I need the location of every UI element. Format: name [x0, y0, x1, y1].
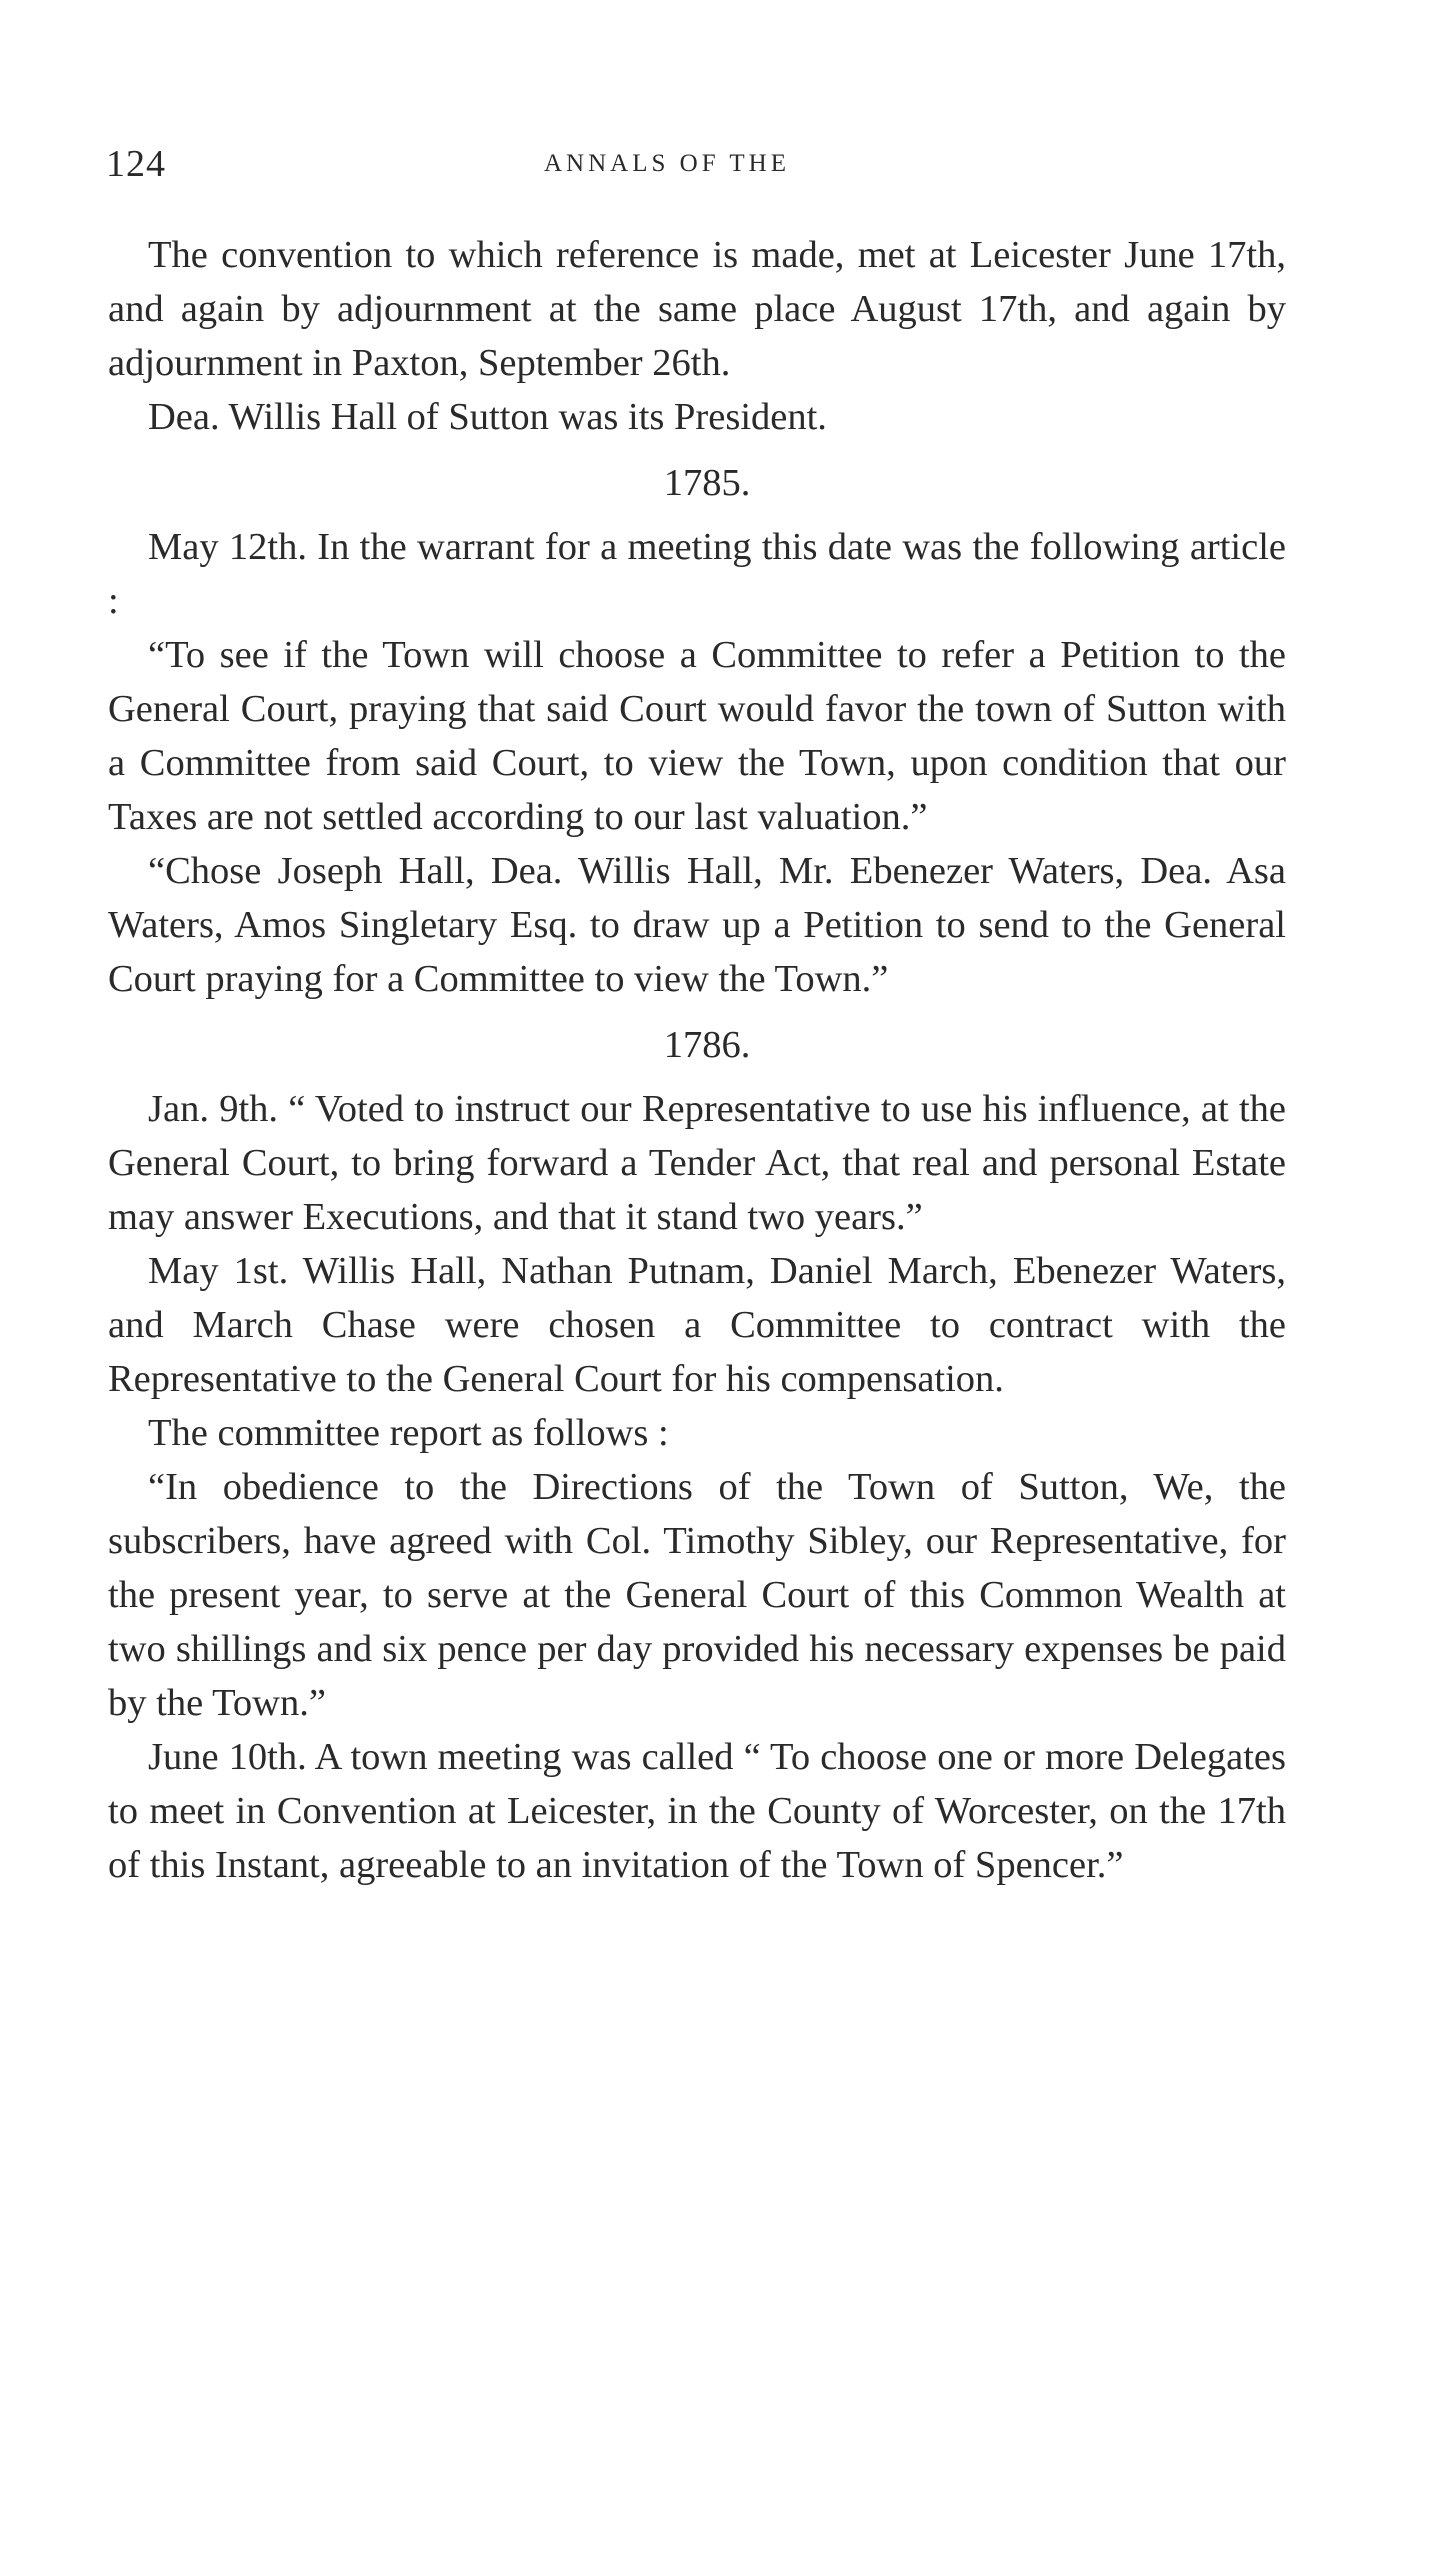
paragraph-convention: The convention to which reference is made, met at Leicester June 17th, and again by adjournment at the same place August 17th, and again by adjournment in Paxton, September 26th.	[108, 234, 1286, 384]
paragraph-president: Dea. Willis Hall of Sutton was its President.	[148, 396, 827, 438]
paragraph-jan-9th: Jan. 9th. “ Voted to instruct our Representative to use his influence, at the General Court, to bring forward a Tender Act, that real and personal Estate may answer Executions, and that it stand two years.”	[108, 1088, 1286, 1238]
paragraph-june-10th: June 10th. A town meeting was called “ To choose one or more Delegates to meet in Convention at Leicester, in the County of Worcester, on the 17th of this Instant, agreeable to an invitation of the Town of Spencer.”	[108, 1736, 1286, 1886]
running-title: ANNALS OF THE	[544, 150, 790, 177]
page-number: 124	[106, 143, 166, 185]
paragraph-warrant-article: “To see if the Town will choose a Committee to refer a Petition to the General Court, praying that said Court would favor the town of Sutton with a Committee from said Court, to view the Town, upon condition that our Taxes are not settled according to our last valuation.”	[108, 634, 1286, 838]
paragraph-may-1st: May 1st. Willis Hall, Nathan Putnam, Daniel March, Ebenezer Waters, and March Chase were chosen a Committee to contract with the Representative to the General Court for his compensation.	[108, 1250, 1286, 1400]
paragraph-committee-report: “In obedience to the Directions of the Town of Sutton, We, the subscribers, have agreed with Col. Timothy Sibley, our Representative, for the present year, to serve at the General Court of this Common Wealth at two shillings and six pence per day provided his necessary expenses be paid by the Town.”	[108, 1466, 1286, 1724]
year-heading-1785: 1785.	[663, 462, 751, 504]
text-body	[108, 228, 1286, 1892]
paragraph-chose-committee: “Chose Joseph Hall, Dea. Willis Hall, Mr. Ebenezer Waters, Dea. Asa Waters, Amos Singletary Esq. to draw up a Petition to send to the General Court praying for a Committee to view the Town.”	[108, 850, 1286, 1000]
running-head	[106, 142, 1286, 192]
paragraph-may-12th: May 12th. In the warrant for a meeting this date was the following article :	[108, 526, 1286, 622]
paragraph-committee-report-intro: The committee report as follows :	[148, 1412, 669, 1454]
year-heading-1786: 1786.	[663, 1024, 751, 1066]
